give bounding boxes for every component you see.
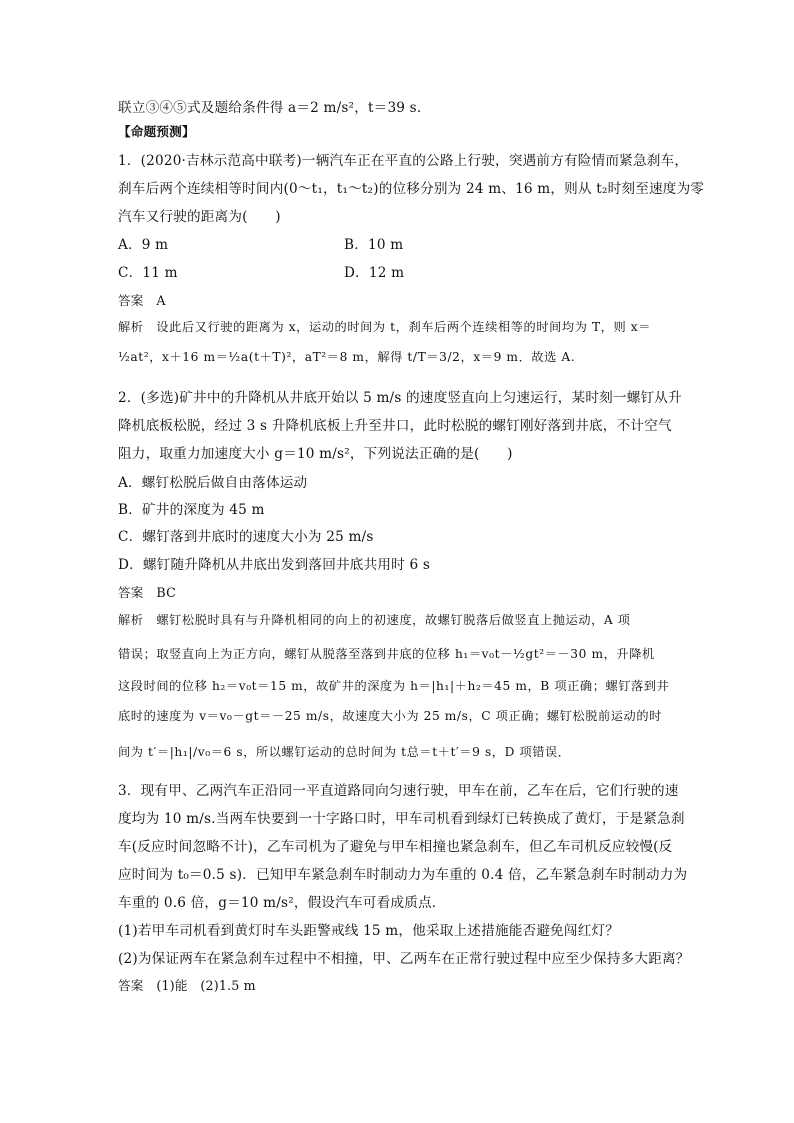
q3-answer: 答案 (1)能 (2)1.5 m [118,978,256,993]
q2-stem-line: 2．(多选)矿井中的升降机从井底开始以 5 m/s 的速度竖直向上匀速运行，某时刻一螺钉从升 [118,390,682,406]
q2-stem-line: 阻力，取重力加速度大小 g＝10 m/s²，下列说法正确的是( ) [118,446,513,462]
q3-stem-line: 车(反应时间忽略不计)，乙车司机为了避免与甲车相撞也紧急刹车，但乙车司机反应较慢(反 [118,839,673,855]
q1-stem-line: 汽车又行驶的距离为( ) [118,209,281,225]
q2-solution-line: 底时的速度为 v＝v₀－gt＝－25 m/s，故速度大小为 25 m/s，C 项正确；螺钉松脱前运动的时 [118,709,662,723]
q2-solution-line: 间为 t′＝|h₁|/v₀＝6 s，所以螺钉运动的总时间为 t总＝t＋t′＝9 s，D 项错误． [118,745,571,759]
text-line: 联立③④⑤式及题给条件得 a＝2 m/s²，t＝39 s. [118,100,422,116]
q1-option-d: D．12 m [344,265,405,281]
q2-answer: 答案 BC [118,585,176,600]
q1-solution-line: 解析 设此后又行驶的距离为 x，运动的时间为 t，刹车后两个连续相等的时间均为 T，则 x＝ [118,320,651,334]
q1-stem-line: 1．(2020·吉林示范高中联考)一辆汽车正在平直的公路上行驶，突遇前方有险情而紧急刹车， [118,153,689,169]
q1-option-a: A．9 m [118,237,169,253]
q3-stem-line: 3．现有甲、乙两汽车正沿同一平直道路同向匀速行驶，甲车在前，乙车在后，它们行驶的速 [118,783,679,799]
q2-solution-line: 错误；取竖直向上为正方向，螺钉从脱落至落到井底的位移 h₁＝v₀t－½gt²＝－30 m，升降机 [118,647,655,661]
q2-option-a: A．螺钉松脱后做自由落体运动 [118,475,308,491]
q3-stem-line: 车重的 0.6 倍，g＝10 m/s²，假设汽车可看成质点． [118,895,446,911]
q1-option-c: C．11 m [118,265,178,281]
q3-subquestion-2: (2)为保证两车在紧急刹车过程中不相撞，甲、乙两车在正常行驶过程中应至少保持多大距离？ [118,951,690,967]
q2-option-b: B．矿井的深度为 45 m [118,502,265,518]
q2-option-c: C．螺钉落到井底时的速度大小为 25 m/s [118,529,374,545]
section-heading: 【命题预测】 [118,124,195,139]
q2-option-d: D．螺钉随升降机从井底出发到落回井底共用时 6 s [118,557,431,573]
q2-stem-line: 降机底板松脱，经过 3 s 升降机底板上升至井口，此时松脱的螺钉刚好落到井底，不计空气 [118,418,672,434]
q1-option-b: B．10 m [344,237,404,253]
q3-stem-line: 度均为 10 m/s.当两车快要到一十字路口时，甲车司机看到绿灯已转换成了黄灯，于是紧急刹 [118,811,685,827]
q2-solution-line: 解析 螺钉松脱时具有与升降机相同的向上的初速度，故螺钉脱落后做竖直上抛运动，A 项 [118,613,631,627]
q1-solution-line: ½at²，x＋16 m＝½a(t＋T)²，aT²＝8 m，解得 t/T＝3/2，x＝9 m．故选 A. [118,350,576,364]
q2-solution-line: 这段时间的位移 h₂＝v₀t＝15 m，故矿井的深度为 h＝|h₁|＋h₂＝45 m，B 项正确；螺钉落到井 [118,679,670,693]
q1-answer: 答案 A [118,293,166,308]
q3-stem-line: 应时间为 t₀＝0.5 s)．已知甲车紧急刹车时制动力为车重的 0.4 倍，乙车紧急刹车时制动力为 [118,867,688,883]
q3-subquestion-1: (1)若甲车司机看到黄灯时车头距警戒线 15 m，他采取上述措施能否避免闯红灯？ [118,923,620,939]
q1-stem-line: 刹车后两个连续相等时间内(0～t₁，t₁～t₂)的位移分别为 24 m、16 m，则从 t₂时刻至速度为零 [118,181,705,197]
